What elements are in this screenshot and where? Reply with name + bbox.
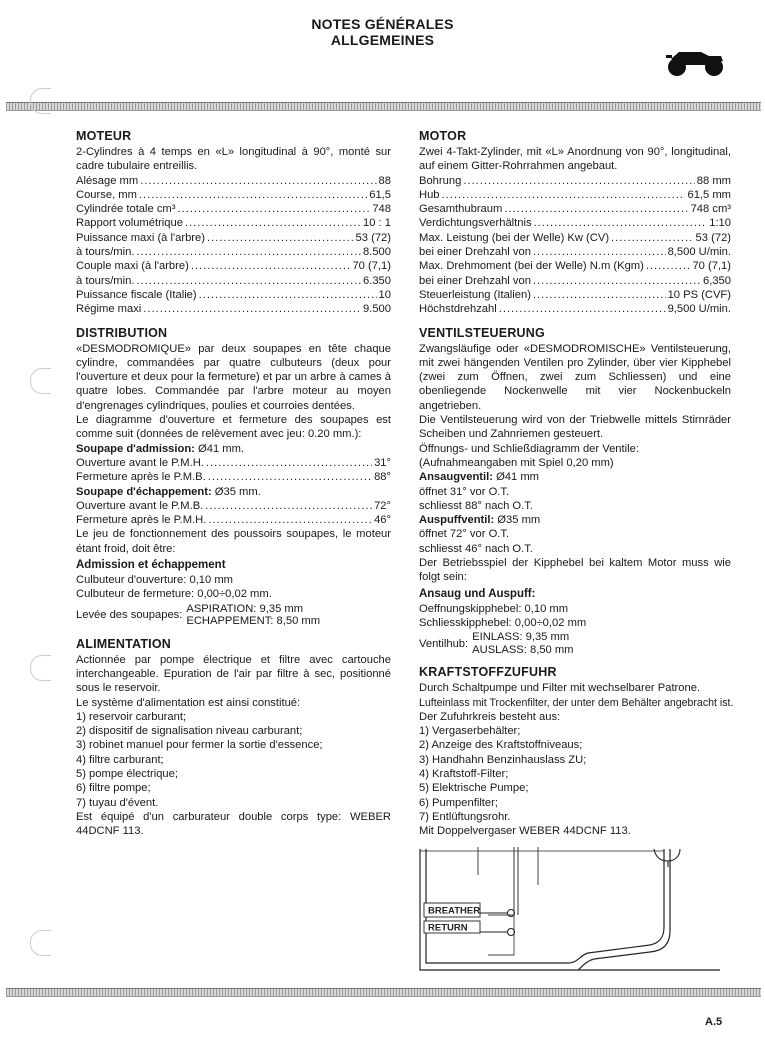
spec-row: Max. Leistung (bei der Welle) Kw (CV) ..... 53 (72) — [419, 231, 731, 245]
spec-row: Bohrung ..... 88 mm — [419, 174, 731, 188]
paragraph: Est équipé d'un carburateur double corps type: WEBER 44DCNF 113. — [76, 810, 391, 838]
paragraph: Zwangsläufige oder «DESMODROMISCHE» Ventilsteuerung, mit zwei hängenden Ventilen pro Zylinder, über vier Kipphebel (zwei zum Öffnen, zwei zum Schliessen) und eine obenliegende Nockenwelle mit vier Nockenbuckeln angetrieben. — [419, 342, 731, 412]
page-title-fr: NOTES GÉNÉRALES — [311, 16, 454, 32]
list-item: 6) filtre pompe; — [76, 782, 151, 795]
section-heading: VENTILSTEUERUNG — [419, 325, 545, 340]
text-line: schliesst 88° nach O.T. — [419, 499, 533, 512]
binder-hole — [30, 368, 51, 394]
spec-row: Gesamthubraum ..... 748 cm³ — [419, 202, 731, 216]
paragraph: Le jeu de fonctionnement des poussoirs soupapes, le moteur étant froid, doit être: — [76, 528, 391, 555]
paragraph: Der Betriebsspiel der Kipphebel bei kaltem Motor muss wie folgt sein: — [419, 557, 731, 584]
page-title-de: ALLGEMEINES — [330, 32, 435, 48]
list-item: 5) pompe électrique; — [76, 767, 178, 780]
paragraph: Le système d'alimentation est ainsi constitué: — [76, 696, 301, 709]
text-line: Mit Doppelvergaser WEBER 44DCNF 113. — [419, 825, 631, 838]
valve-lift — [419, 631, 731, 656]
spec-row: Puissance fiscale (Italie) ..... 10 — [76, 288, 391, 302]
text-line: Durch Schaltpumpe und Filter mit wechselbarer Patrone. — [419, 682, 701, 695]
text-line: öffnet 31° vor O.T. — [419, 485, 510, 498]
spec-row: bei einer Drehzahl von ..... 8,500 U/min. — [419, 245, 731, 259]
spec-list — [419, 174, 731, 317]
text-line: Der Zufuhrkreis besteht aus: — [419, 710, 561, 723]
spec-row: à tours/min. ..... 8.500 — [76, 245, 391, 259]
list-item: 7) Entlüftungsrohr. — [419, 810, 511, 823]
list-item: 3) robinet manuel pour fermer la sortie d'essence; — [76, 739, 323, 752]
spec-row: Couple maxi (à l'arbre) ..... 70 (7,1) — [76, 259, 391, 273]
spec-row: Puissance maxi (à l'arbre) ..... 53 (72) — [76, 231, 391, 245]
alimentation-section — [76, 636, 391, 839]
moteur-section — [76, 128, 391, 317]
list-item: 4) Kraftstoff-Filter; — [419, 767, 509, 780]
list-item: 4) filtre carburant; — [76, 753, 164, 766]
spec-row: Fermeture après le P.M.B. ..... 88° — [76, 470, 391, 484]
motorcycle-icon — [661, 47, 729, 77]
return-label: RETURN — [428, 922, 468, 934]
paragraph: Die Ventilsteuerung wird von der Triebwelle mittels Stirnräder Scheiben und Zahnriemen gesteuert. — [419, 414, 731, 441]
kraftstoff-section — [419, 664, 734, 838]
spec-row: Fermeture après le P.M.H. ..... 46° — [76, 513, 391, 527]
fuel-system-list — [76, 710, 391, 810]
binder-hole — [30, 88, 51, 114]
motor-section — [419, 128, 731, 317]
text-line: öffnet 72° vor O.T. — [419, 528, 510, 541]
section-heading: KRAFTSTOFFZUFUHR — [419, 665, 557, 680]
left-column — [76, 128, 391, 846]
spec-row: Verdichtungsverhältnis ..... 1:10 — [419, 216, 731, 230]
paragraph: Zwei 4-Takt-Zylinder, mit «L» Anordnung von 90°, longitudinal, auf einem Gitter-Rohrrahmen angebaut. — [419, 146, 731, 173]
spec-row: Cylindrée totale cm³ ..... 748 — [76, 202, 391, 216]
bottom-rule — [6, 988, 761, 997]
list-item: 2) Anzeige des Kraftstoffniveaus; — [419, 739, 583, 752]
text-line: schliesst 46° nach O.T. — [419, 542, 533, 555]
valve-lift-intake: ASPIRATION: 9,35 mm — [186, 602, 304, 615]
valve-lift-exhaust: AUSLASS: 8,50 mm — [472, 643, 574, 656]
spec-row: Course, mm ..... 61,5 — [76, 188, 391, 202]
list-item: 6) Pumpenfilter; — [419, 796, 498, 809]
text-line: (Aufnahmeangaben mit Spiel 0,20 mm) — [419, 456, 614, 469]
auspuff-title: Auspuffventil: Ø35 mm — [419, 514, 541, 527]
binder-hole — [30, 655, 51, 681]
spec-row: Rapport volumétrique ..... 10 : 1 — [76, 216, 391, 230]
text-line: Lufteinlass mit Trockenfilter, der unter dem Behälter angebracht ist. — [419, 696, 734, 709]
fuel-tank-diagram — [418, 845, 728, 975]
spec-row: Régime maxi ..... 9.500 — [76, 302, 391, 316]
section-heading: MOTEUR — [76, 129, 132, 143]
spec-row: Alésage mm ..... 88 — [76, 174, 391, 188]
list-item: 3) Handhahn Benzinhauslass ZU; — [419, 753, 587, 766]
page-header — [0, 16, 765, 48]
valve-lift-intake: EINLASS: 9,35 mm — [472, 631, 570, 644]
valve-lift — [76, 603, 391, 628]
subheading: Ansaug und Auspuff: — [419, 587, 536, 600]
text-line: Oeffnungskipphebel: 0,10 mm — [419, 602, 569, 615]
spec-row: à tours/min. ..... 6.350 — [76, 274, 391, 288]
list-item: 1) reservoir carburant; — [76, 710, 187, 723]
top-rule — [6, 102, 761, 111]
text-line: Öffnungs- und Schließdiagramm der Ventile: — [419, 442, 639, 455]
binder-hole — [30, 930, 51, 956]
admission-title: Soupape d'admission: Ø41 mm. — [76, 442, 245, 455]
breather-label: BREATHER — [428, 905, 481, 917]
paragraph: 2-Cylindres à 4 temps en «L» longitudinal à 90°, monté sur cadre tubulaire entreillis. — [76, 146, 391, 173]
spec-row: Höchstdrehzahl ..... 9,500 U/min. — [419, 302, 731, 316]
text-line: Schliesskipphebel: 0,00÷0,02 mm — [419, 616, 587, 629]
list-item: 7) tuyau d'évent. — [76, 796, 159, 809]
distribution-section — [76, 325, 391, 628]
list-item: 2) dispositif de signalisation niveau carburant; — [76, 725, 303, 738]
spec-list — [76, 174, 391, 317]
text-line: Culbuteur de fermeture: 0,00÷0,02 mm. — [76, 588, 272, 601]
spec-row: Ouverture avant le P.M.H. ..... 31° — [76, 456, 391, 470]
ventilsteuerung-section — [419, 325, 731, 657]
spec-row: Ouverture avant le P.M.B. ..... 72° — [76, 499, 391, 513]
valve-lift-label: Ventilhub: — [419, 637, 469, 650]
ansaug-title: Ansaugventil: Ø41 mm — [419, 471, 539, 484]
subheading: Admission et échappement — [76, 559, 226, 572]
valve-lift-label: Levée des soupapes: — [76, 608, 183, 621]
section-heading: DISTRIBUTION — [76, 325, 168, 340]
spec-row: Max. Drehmoment (bei der Welle) N.m (Kgm) ..... 70 (7,1) — [419, 259, 731, 273]
list-item: 1) Vergaserbehälter; — [419, 725, 521, 738]
valve-lift-exhaust: ECHAPPEMENT: 8,50 mm — [186, 615, 321, 628]
fuel-system-list — [419, 724, 731, 824]
spec-row: bei einer Drehzahl von ..... 6,350 — [419, 274, 731, 288]
paragraph: Actionnée par pompe électrique et filtre avec cartouche interchangeable. Epuration de l'air par filtre à sec, positionné sous le reservoir. — [76, 653, 391, 695]
section-heading: MOTOR — [419, 129, 467, 143]
section-heading: ALIMENTATION — [76, 636, 171, 651]
text-line: Culbuteur d'ouverture: 0,10 mm — [76, 574, 233, 587]
spec-row: Hub ..... 61,5 mm — [419, 188, 731, 202]
list-item: 5) Elektrische Pumpe; — [419, 782, 529, 795]
paragraph: Le diagramme d'ouverture et fermeture des soupapes est comme suit (données de relèvement avec jeu: 0.20 mm.): — [76, 414, 391, 441]
paragraph: «DESMODROMIQUE» par deux soupapes en tête chaque cylindre, commandées par quatre culbuteurs (deux pour l'ouverture et deux pour la fermeture) et par un arbre à cames à quatre lobes. Commandée par l'arbre moteur au moyen d'engrenages cylindriques, poulies et courroies dentées. — [76, 342, 391, 412]
right-column — [419, 128, 734, 846]
spec-row: Steuerleistung (Italien) ..... 10 PS (CVF) — [419, 288, 731, 302]
echappement-title: Soupape d'échappement: Ø35 mm. — [76, 485, 261, 498]
page-number: A.5 — [705, 1016, 723, 1028]
